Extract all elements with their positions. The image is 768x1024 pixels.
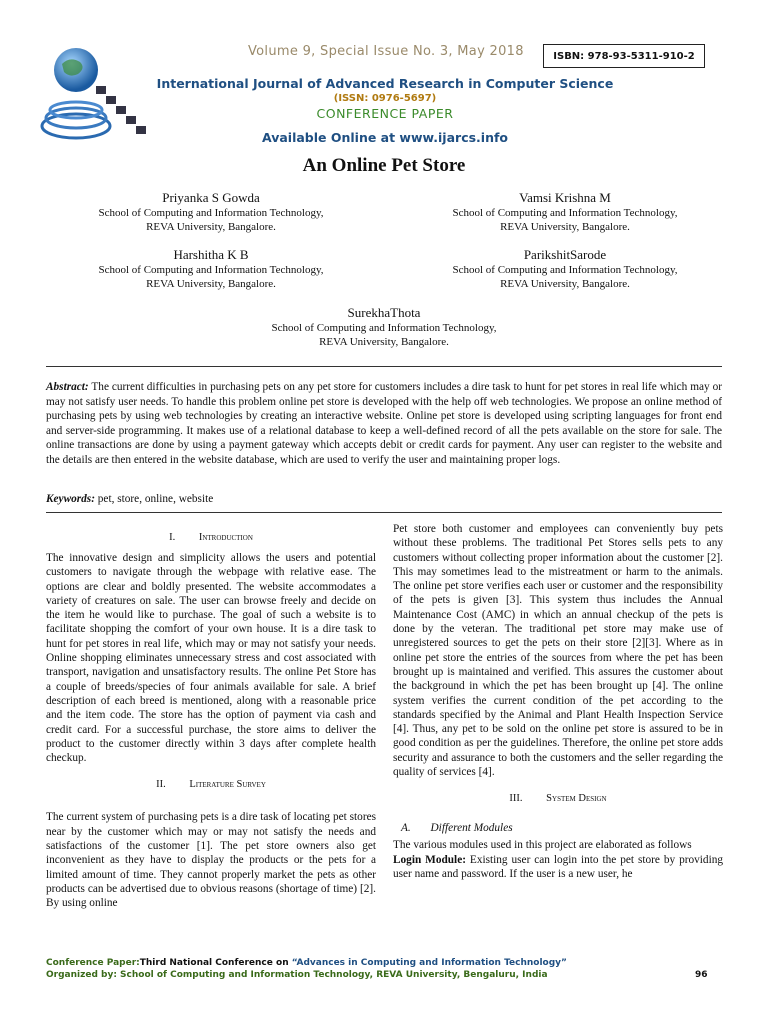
login-module-desc: Existing user can login into the pet store by providing user name and password. If the user is a new user, he	[393, 853, 724, 880]
author-name: ParikshitSarode	[523, 247, 607, 262]
keywords	[46, 493, 722, 505]
divider	[46, 512, 722, 513]
section-number: II.	[156, 779, 166, 791]
keywords-label: Keywords:	[46, 493, 95, 505]
paper-title: An Online Pet Store	[302, 155, 466, 176]
author-affiliation: School of Computing and Information Technology,	[98, 207, 324, 219]
author-block	[400, 247, 730, 291]
abstract-label: Abstract:	[46, 381, 89, 393]
section-text: The current system of purchasing pets is a dire task of locating pet stores near by the customer which may or may not satisfy the needs and satisfactions of the customer [1]. The pet store owners also get inconvenient as they have to display the products or the pets for a limited amount of time. They cannot properly market the pets as other products can be advertised due to obvious reasons (shortage of time) [2]. By using online	[46, 811, 376, 910]
section-heading	[46, 532, 376, 543]
subsection-heading	[393, 822, 723, 834]
abstract	[46, 380, 722, 468]
login-module-text	[393, 853, 723, 882]
author-affiliation: REVA University, Bangalore.	[146, 278, 276, 290]
footer-conference	[46, 958, 567, 968]
author-affiliation: School of Computing and Information Technology,	[452, 207, 678, 219]
issn-label: (ISSN: 0976-5697)	[333, 93, 437, 104]
author-name: Vamsi Krishna M	[519, 190, 611, 205]
volume-info: Volume 9, Special Issue No. 3, May 2018	[248, 44, 524, 59]
page-number: 96	[695, 970, 708, 980]
section-title: Introduction	[198, 532, 253, 543]
keywords-text: pet, store, online, website	[97, 493, 214, 505]
subsection-title: Different Modules	[430, 822, 513, 835]
section-heading	[46, 779, 376, 790]
author-affiliation: School of Computing and Information Technology,	[271, 322, 497, 334]
author-affiliation: REVA University, Bangalore.	[500, 278, 630, 290]
author-block	[400, 190, 730, 234]
author-affiliation: REVA University, Bangalore.	[500, 221, 630, 233]
section-title: Literature Survey	[189, 779, 266, 791]
isbn-box: ISBN: 978-93-5311-910-2	[543, 44, 705, 68]
author-block	[46, 190, 376, 234]
author-affiliation: REVA University, Bangalore.	[146, 221, 276, 233]
section-title: System Design	[546, 793, 607, 805]
section-text: Pet store both customer and employees can conveniently buy pets without these problems. The traditional Pet Stores sells pets to any customers without collecting proper information about the customer [2]. This may sometimes lead to the mistreatment or harm to the animals. The online pet store verifies each user or customer and the responsibility of the pets is given [3]. This system thus includes the Annual Maintenance Cost (AMC) in which an annual checkup of the pets is done by the veteran. The traditional pet store may make use of unregistered sources to get the pets on their store [2][3]. Where as in online pet store the entries of the sources from where the pet has been brought up is maintained and verified. This assures the customer about the background in which the pet has been brought up [4]. The online system verifies the current condition of the pet according to the standards specified by the Animal and Plant Health Inspection Service [4]. Thus, any pet to be sold on the online pet store is assured to be in good condition as per the guidelines. Therefore, the online pet store adds security and assurance to both the customers and the seller regarding the quality of services [4].	[393, 523, 723, 779]
section-number: III.	[509, 793, 523, 805]
journal-title: International Journal of Advanced Research in Computer Science	[156, 76, 614, 91]
author-name: Harshitha K B	[173, 247, 249, 262]
section-text: The innovative design and simplicity allows the users and potential customers to navigate through the webpage with relative ease. The options are clear and boldly presented. The website accommodates a variety of creatures on sale. The user can browse freely and decide on the item he would like to purchase. The goal of such a website is to facilitate shopping the comfort of your own house. It is a dire task to hunt for pet stores in real life, which may or may not satisfy your needs. Online shopping eliminates unnecessary stress and cost associated with transport, navigation and unsatisfactory results. The online Pet Store has a couple of breeds/species of four animals available for sale. A brief description of each breed is mentioned, along with a reasonable price and the item code. The store has the option of payment via cash and credit card. For a successful purchase, the store aims to deliver the product to the customer directly within 3 days after complete health checkup.	[46, 552, 376, 765]
divider	[46, 366, 722, 367]
login-module-label: Login Module:	[393, 853, 466, 866]
author-block	[46, 247, 376, 291]
section-heading	[393, 793, 723, 804]
subsection-number: A.	[401, 822, 411, 835]
abstract-text: The current difficulties in purchasing pets on any pet store for customers includes a dire task to hunt for pet stores in real life which may or may not satisfy user needs. To handle this problem online pet store is developed with the help off web technologies. We propose an online method of purchasing pets by using web technologies by creating an interactive website. Online pet store is developed using scripting languages for front end and server-side programming. It makes use of a relational database to keep a well-defined record of all the pets available on the store for sale. The online transactions are done by using a payment gateway which accepts debit or credit cards for payment. Any user can register to the website and the details are then entered in the website database, which are used to verify the user and maintaining proper logs.	[46, 381, 722, 466]
right-column	[393, 522, 723, 881]
section-number: I.	[169, 532, 176, 543]
author-name: SurekhaThota	[347, 305, 421, 320]
author-affiliation: REVA University, Bangalore.	[319, 336, 449, 348]
conference-label: CONFERENCE PAPER	[316, 106, 454, 121]
author-name: Priyanka S Gowda	[162, 190, 260, 205]
footer-conf-theme: “Advances in Computing and Information Technology”	[291, 958, 567, 968]
author-block	[219, 305, 549, 349]
author-affiliation: School of Computing and Information Technology,	[452, 264, 678, 276]
footer-conf-label: Conference Paper:	[46, 958, 140, 968]
left-column	[46, 532, 376, 911]
author-affiliation: School of Computing and Information Technology,	[98, 264, 324, 276]
footer-organizer: Organized by: School of Computing and Information Technology, REVA University, Bengaluru, India	[46, 970, 548, 980]
section-text: The various modules used in this project are elaborated as follows	[393, 839, 692, 852]
availability-link[interactable]: Available Online at www.ijarcs.info	[261, 130, 509, 145]
footer-conf-name: Third National Conference on	[139, 958, 292, 968]
